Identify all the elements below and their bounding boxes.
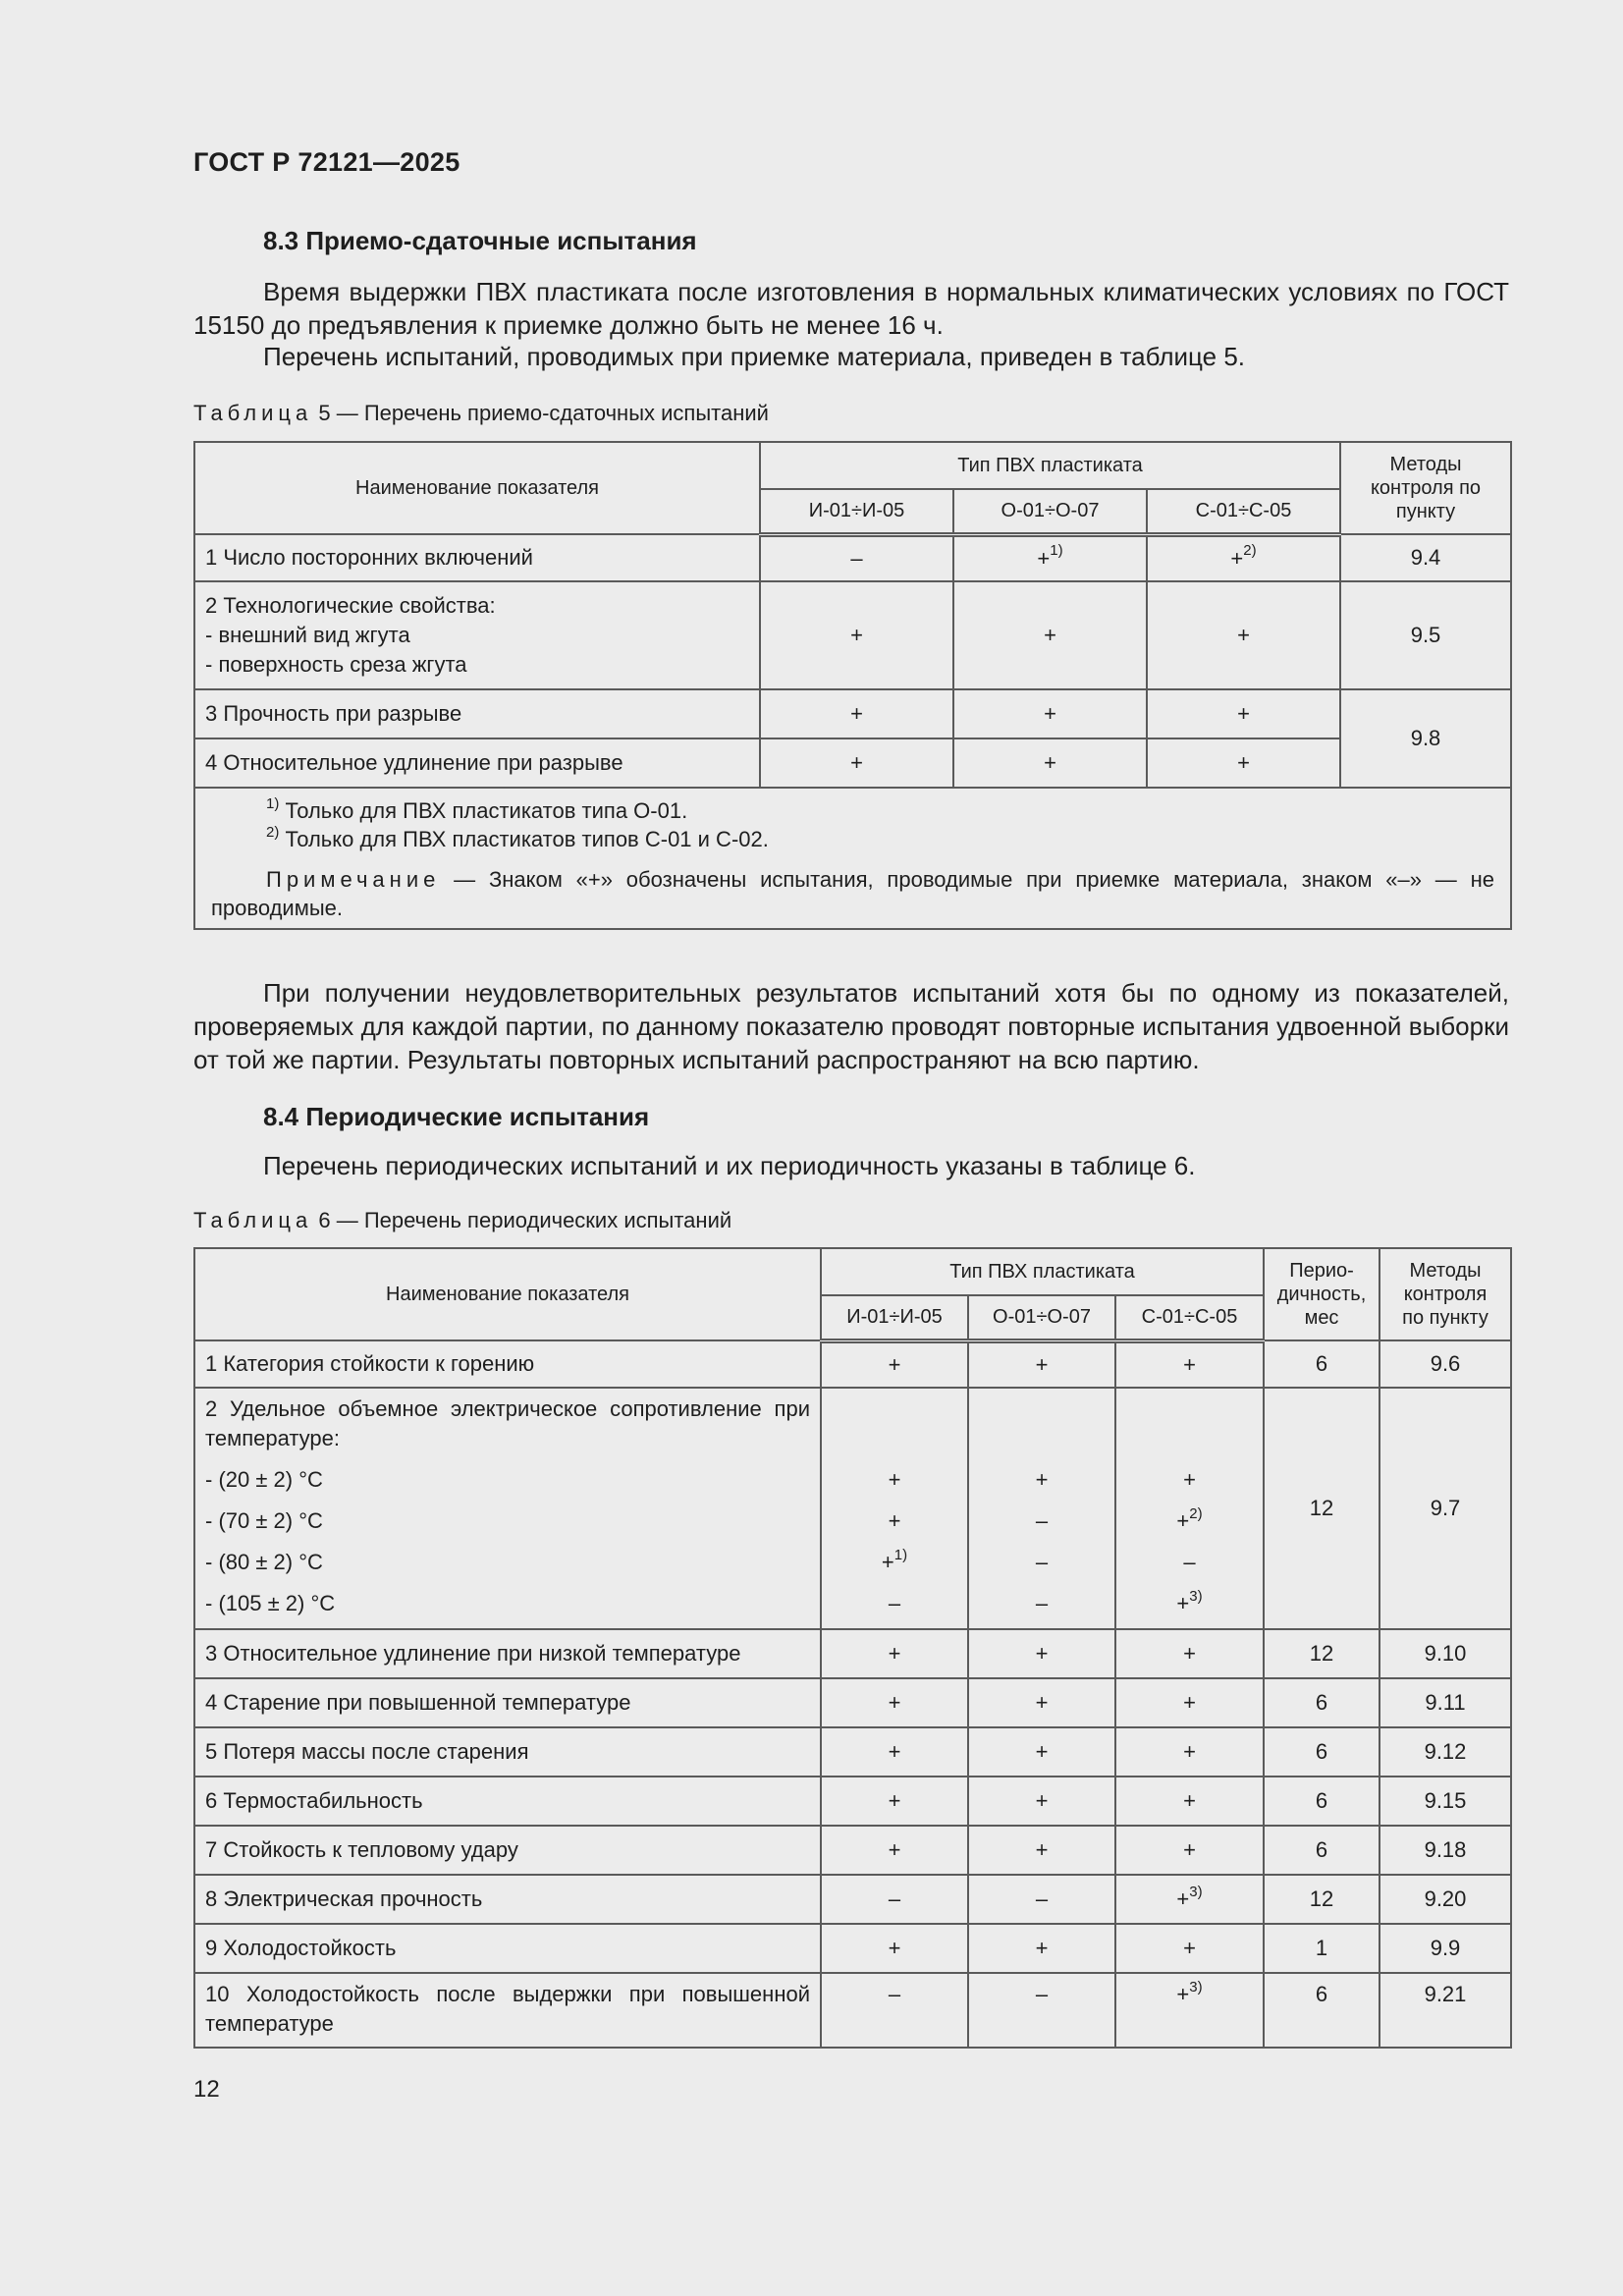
- table-5-cell: +: [953, 689, 1147, 738]
- footnote-1: $^{1)}$ Только для ПВХ пластикатов типа О-01.: [266, 794, 688, 823]
- table-5-cell: +: [1147, 581, 1340, 689]
- table-6-cell-method: 9.11: [1380, 1678, 1511, 1727]
- footnote-ref: 1): [1050, 542, 1063, 560]
- table-6-header-name: Наименование показателя: [194, 1248, 821, 1340]
- table-5-cell: +: [953, 581, 1147, 689]
- table-6-cell-period: 6: [1264, 1826, 1380, 1875]
- table-6-cell-name: 3 Относительное удлинение при низкой температуре: [194, 1629, 821, 1678]
- table-row: [194, 1678, 1511, 1727]
- table-6-cell: –: [821, 1973, 968, 2048]
- table-6-cell: +: [821, 1727, 968, 1777]
- table-6-cell-name: 1 Категория стойкости к горению: [194, 1340, 821, 1388]
- table-row: [194, 689, 1511, 738]
- table-6-cell-name: 2 Удельное объемное электрическое сопротивление при температуре: - (20 ± 2) °С - (70 ± 2) °С - (80 ± 2) °С - (105 ± 2) °С: [194, 1388, 821, 1629]
- table-6-cell-method: 9.20: [1380, 1875, 1511, 1924]
- table-5-header-type: Тип ПВХ пластиката: [760, 442, 1340, 489]
- temperature-item: - (20 ± 2) °С: [205, 1467, 323, 1492]
- temperature-item: - (70 ± 2) °С: [205, 1508, 323, 1533]
- table-6-cell: +: [968, 1629, 1115, 1678]
- table-6-cell-method: 9.15: [1380, 1777, 1511, 1826]
- section-8-3-paragraph-1: Время выдержки ПВХ пластиката после изготовления в нормальных климатических условиях по ГОСТ 15150 до предъявления к приемке должно быть не менее 16 ч.: [193, 277, 1509, 340]
- table-5-cell: +: [760, 689, 953, 738]
- table-5-header-name: Наименование показателя: [194, 442, 760, 534]
- section-8-3-paragraph-2: Перечень испытаний, проводимых при приемке материала, приведен в таблице 5.: [263, 342, 1246, 371]
- table-row: [194, 1777, 1511, 1826]
- table-5-notes: [194, 788, 1511, 929]
- table-5-cell: –: [760, 534, 953, 581]
- footnote-ref: 3): [1189, 1883, 1203, 1900]
- table-6-cell-name: 4 Старение при повышенной температуре: [194, 1678, 821, 1727]
- table-6-cell: +: [968, 1777, 1115, 1826]
- table-5-cell: +: [953, 738, 1147, 788]
- table-row: [194, 1388, 1511, 1629]
- table-6-cell: –: [821, 1875, 968, 1924]
- table-6: [193, 1247, 1512, 2049]
- temperature-item: - (80 ± 2) °С: [205, 1550, 323, 1574]
- table-6-cell-period: 12: [1264, 1875, 1380, 1924]
- table-6-cell-method: 9.9: [1380, 1924, 1511, 1973]
- footnote-ref: 2): [1189, 1504, 1203, 1522]
- table-6-cell-period: 12: [1264, 1629, 1380, 1678]
- table-6-cell-name: 10 Холодостойкость после выдержки при повышенной температуре: [194, 1973, 821, 2048]
- table-5-header-methods: Методы контроля по пункту: [1340, 442, 1511, 534]
- table-row: [194, 1826, 1511, 1875]
- table-6-cell: +: [821, 1678, 968, 1727]
- table-6-cell-method: 9.10: [1380, 1629, 1511, 1678]
- table-5-cell-name: 4 Относительное удлинение при разрыве: [194, 738, 760, 788]
- table-6-cell-method: 9.18: [1380, 1826, 1511, 1875]
- retest-paragraph: При получении неудовлетворительных результатов испытаний хотя бы по одному из показателей, проверяемых для каждой партии, по данному показателю проводят повторные испытания удвоенной выборки от той же партии. Результаты повторных испытаний распространяют на всю партию.: [193, 978, 1509, 1074]
- table-6-cell-method: 9.12: [1380, 1727, 1511, 1777]
- document-code: ГОСТ Р 72121—2025: [193, 147, 460, 177]
- table-6-cell-name: 5 Потеря массы после старения: [194, 1727, 821, 1777]
- table-6-cell: +: [1115, 1629, 1264, 1678]
- table-6-cell: + + +$^{1)}$ –: [821, 1388, 968, 1629]
- table-row: [194, 1629, 1511, 1678]
- table-6-cell: +: [1115, 1777, 1264, 1826]
- table-6-header-col-a: И-01÷И-05: [821, 1295, 968, 1340]
- table-5-header-col-b: О-01÷О-07: [953, 489, 1147, 534]
- table-6-cell-name: 7 Стойкость к тепловому удару: [194, 1826, 821, 1875]
- table-6-cell: +: [821, 1340, 968, 1388]
- table-row: [194, 738, 1511, 788]
- table-6-cell: +: [968, 1727, 1115, 1777]
- table-5-caption: Таблица 5 — Перечень приемо-сдаточных испытаний: [193, 401, 769, 425]
- table-5: [193, 441, 1512, 930]
- table-5-cell: +: [760, 581, 953, 689]
- table-6-cell-method: 9.21: [1380, 1973, 1511, 2048]
- table-6-header-type: Тип ПВХ пластиката: [821, 1248, 1264, 1295]
- table-6-cell-period: 6: [1264, 1777, 1380, 1826]
- table-6-cell: +: [821, 1629, 968, 1678]
- table-6-cell: +: [968, 1826, 1115, 1875]
- section-8-4-title: 8.4 Периодические испытания: [263, 1102, 650, 1131]
- table-5-note: Примечание — Знаком «+» обозначены испытания, проводимые при приемке материала, знаком «–» — не проводимые.: [211, 867, 1494, 920]
- table-row: [194, 534, 1511, 581]
- table-6-header-methods: Методы контроля по пункту: [1380, 1248, 1511, 1340]
- section-8-3-title: 8.3 Приемо-сдаточные испытания: [263, 226, 697, 255]
- table-6-cell-method: 9.6: [1380, 1340, 1511, 1388]
- table-6-cell: +: [821, 1924, 968, 1973]
- table-5-cell: +: [760, 738, 953, 788]
- table-5-cell-name: 2 Технологические свойства: - внешний вид жгута - поверхность среза жгута: [194, 581, 760, 689]
- table-6-header-col-b: О-01÷О-07: [968, 1295, 1115, 1340]
- table-5-cell: +$^{1)}$: [953, 534, 1147, 581]
- table-6-cell: + – – –: [968, 1388, 1115, 1629]
- table-5-header-col-a: И-01÷И-05: [760, 489, 953, 534]
- table-5-cell-method: 9.5: [1340, 581, 1511, 689]
- table-6-cell-period: 6: [1264, 1973, 1380, 2048]
- table-6-cell: +: [968, 1340, 1115, 1388]
- footnote-2: $^{2)}$ Только для ПВХ пластикатов типов С-01 и С-02.: [266, 823, 769, 851]
- table-6-cell: +: [968, 1678, 1115, 1727]
- table-6-cell-period: 6: [1264, 1678, 1380, 1727]
- table-6-cell: + +$^{2)}$ – +$^{3)}$: [1115, 1388, 1264, 1629]
- table-5-cell: +: [1147, 689, 1340, 738]
- table-6-cell-period: 1: [1264, 1924, 1380, 1973]
- table-row: [194, 581, 1511, 689]
- temperature-item: - (105 ± 2) °С: [205, 1591, 336, 1615]
- table-6-cell: +: [1115, 1924, 1264, 1973]
- table-5-cell: +$^{2)}$: [1147, 534, 1340, 581]
- table-6-header-col-c: С-01÷С-05: [1115, 1295, 1264, 1340]
- table-6-cell: –: [968, 1973, 1115, 2048]
- footnote-ref: 3): [1189, 1978, 1203, 1995]
- footnote-ref: 1): [893, 1546, 908, 1563]
- table-6-header-period: Перио-дичность, мес: [1264, 1248, 1380, 1340]
- table-6-caption: Таблица 6 — Перечень периодических испытаний: [193, 1208, 732, 1232]
- table-6-cell: +: [1115, 1727, 1264, 1777]
- table-6-cell-period: 6: [1264, 1340, 1380, 1388]
- table-6-cell: +: [1115, 1826, 1264, 1875]
- table-6-cell: +: [821, 1777, 968, 1826]
- table-row: [194, 1340, 1511, 1388]
- table-6-cell: –: [968, 1875, 1115, 1924]
- footnote-ref: 2): [1243, 542, 1257, 560]
- table-6-cell: +$^{3)}$: [1115, 1973, 1264, 2048]
- table-6-cell-period: 6: [1264, 1727, 1380, 1777]
- table-row: [194, 1727, 1511, 1777]
- table-6-cell: +$^{3)}$: [1115, 1875, 1264, 1924]
- table-row: [194, 1924, 1511, 1973]
- table-row: [194, 1875, 1511, 1924]
- table-6-cell-name: 8 Электрическая прочность: [194, 1875, 821, 1924]
- table-6-cell-name: 6 Термостабильность: [194, 1777, 821, 1826]
- table-5-cell-name: 3 Прочность при разрыве: [194, 689, 760, 738]
- table-5-cell-method: 9.4: [1340, 534, 1511, 581]
- table-5-header-col-c: С-01÷С-05: [1147, 489, 1340, 534]
- table-6-cell-method: 9.7: [1380, 1388, 1511, 1629]
- table-6-cell: +: [1115, 1678, 1264, 1727]
- table-6-cell-name: 9 Холодостойкость: [194, 1924, 821, 1973]
- table-6-cell: +: [1115, 1340, 1264, 1388]
- table-5-cell-name: 1 Число посторонних включений: [194, 534, 760, 581]
- table-6-cell: +: [821, 1826, 968, 1875]
- section-8-4-paragraph-1: Перечень периодических испытаний и их периодичность указаны в таблице 6.: [263, 1151, 1196, 1180]
- table-6-cell-period: 12: [1264, 1388, 1380, 1629]
- table-row: [194, 1973, 1511, 2048]
- table-5-cell-method: 9.8: [1340, 689, 1511, 788]
- table-5-cell: +: [1147, 738, 1340, 788]
- page-number: 12: [193, 2076, 220, 2103]
- table-6-cell: +: [968, 1924, 1115, 1973]
- footnote-ref: 3): [1189, 1587, 1203, 1605]
